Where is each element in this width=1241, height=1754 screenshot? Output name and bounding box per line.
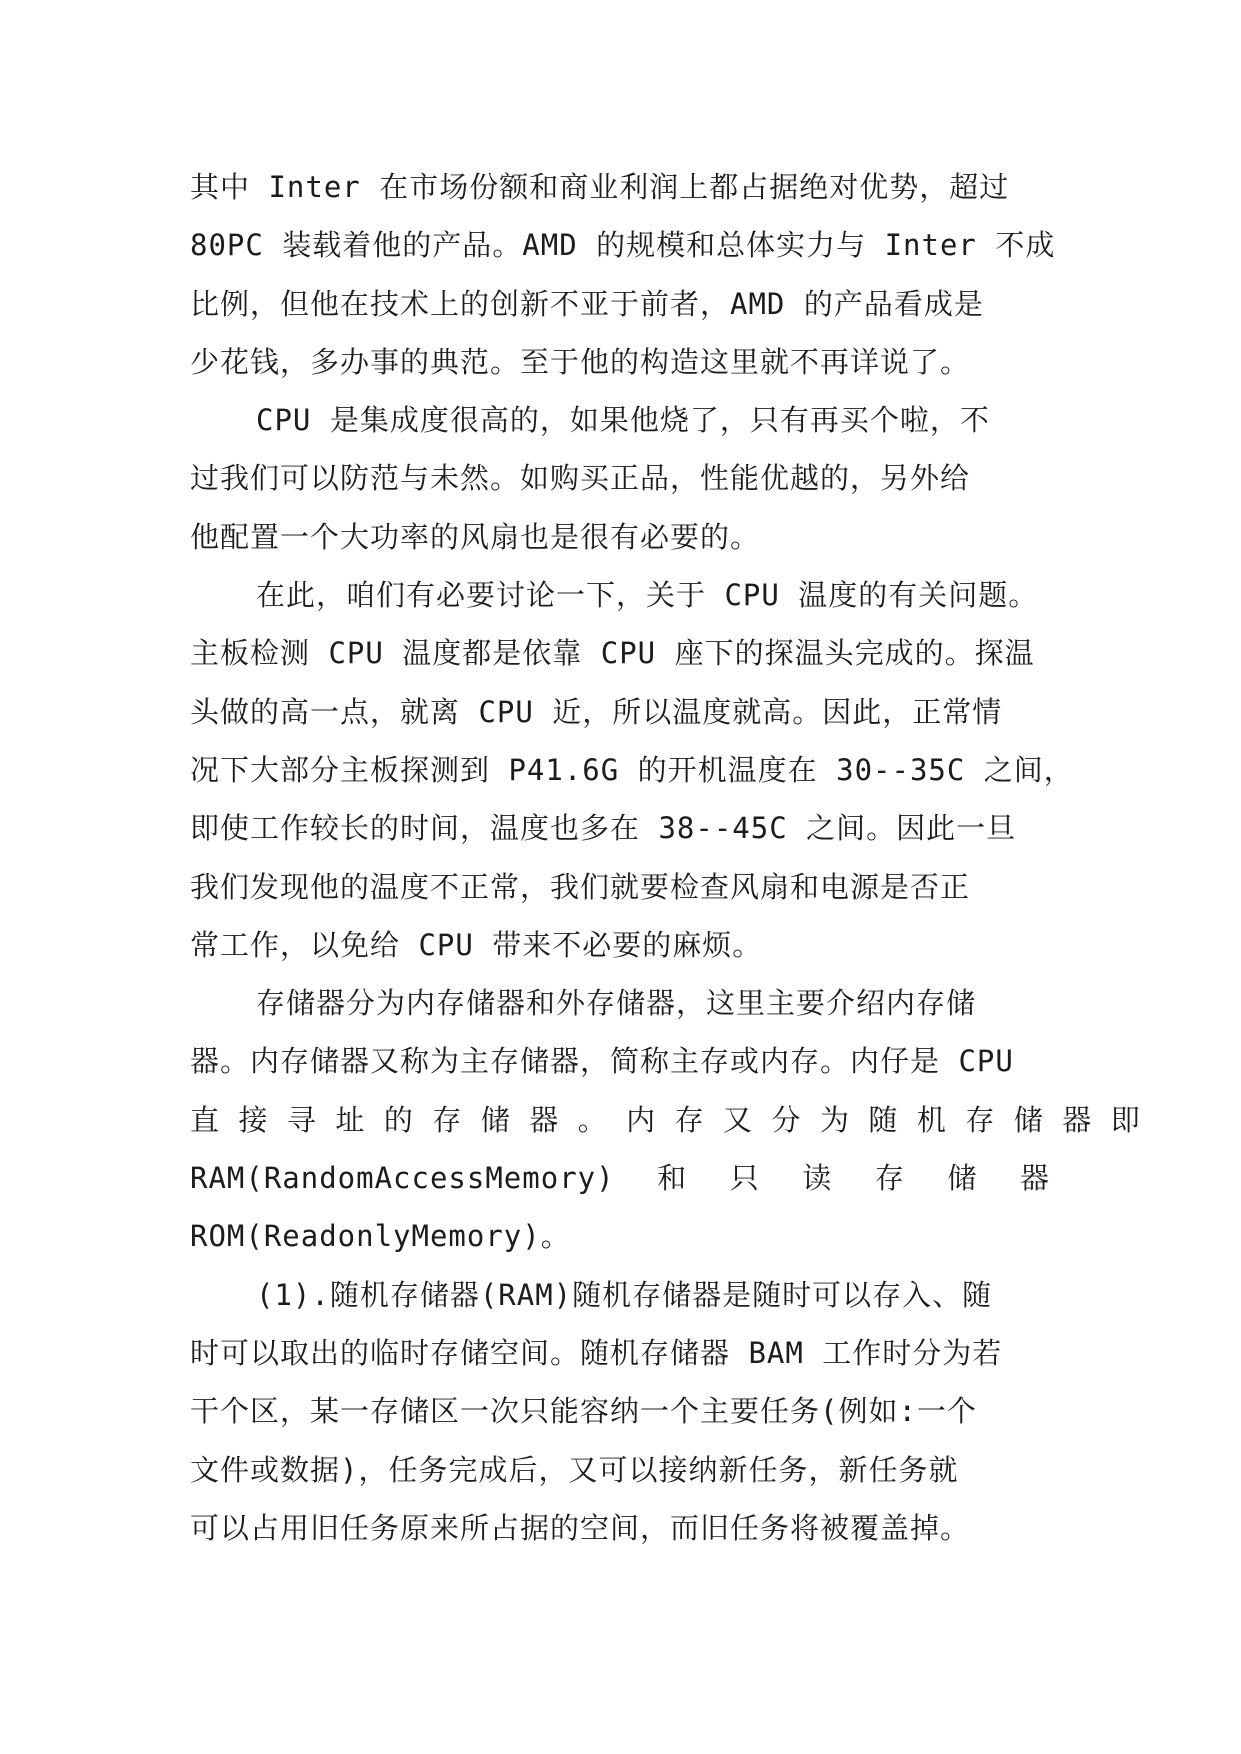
spread-word: 储: [947, 1161, 978, 1196]
text-line: 过我们可以防范与未然。如购买正品，性能优越的，另外给: [190, 461, 971, 496]
text-line: 干个区，某一存储区一次只能容纳一个主要任务(例如:一个: [190, 1394, 977, 1429]
paragraph-start-line: 存储器分为内存储器和外存储器，这里主要介绍内存储: [256, 986, 977, 1021]
spread-word: 只: [729, 1161, 760, 1196]
paragraph-start-line: (1).随机存储器(RAM)随机存储器是随时可以存入、随: [256, 1277, 993, 1312]
spread-text-line: [190, 1149, 1050, 1207]
text-line: 文件或数据)，任务完成后，又可以接纳新任务，新任务就: [190, 1452, 959, 1487]
text-line: 我们发现他的温度不正常，我们就要检查风扇和电源是否正: [190, 869, 971, 904]
text-line: 80PC 装载着他的产品。AMD 的规模和总体实力与 Inter 不成: [190, 228, 1056, 263]
text-line: 时可以取出的临时存储空间。随机存储器 BAM 工作时分为若: [190, 1335, 1003, 1370]
spread-word: 存: [874, 1161, 905, 1196]
text-line: 常工作，以免给 CPU 带来不必要的麻烦。: [190, 927, 763, 962]
text-line: 少花钱，多办事的典范。至于他的构造这里就不再详说了。: [190, 344, 971, 379]
text-line: 即使工作较长的时间，温度也多在 38--45C 之间。因此一旦: [190, 811, 1017, 846]
text-line: 器。内存储器又称为主存储器，简称主存或内存。内仔是 CPU: [190, 1044, 1014, 1079]
paragraph-start-line: CPU 是集成度很高的，如果他烧了，只有再买个啦，不: [256, 403, 990, 438]
text-line: 直 接 寻 址 的 存 储 器 。 内 存 又 分 为 随 机 存 储 器 即: [190, 1102, 1141, 1137]
text-line: 其中 Inter 在市场份额和商业利润上都占据绝对优势，超过: [190, 170, 1010, 204]
text-line: 主板检测 CPU 温度都是依靠 CPU 座下的探温头完成的。探温: [190, 636, 1035, 671]
text-line: 头做的高一点，就离 CPU 近，所以温度就高。因此，正常情: [190, 694, 1003, 729]
paragraph-start-line: 在此，咱们有必要讨论一下，关于 CPU 温度的有关问题。: [256, 578, 1039, 613]
spread-word: 和: [657, 1161, 688, 1196]
text-line: 况下大部分主板探测到 P41.6G 的开机温度在 30--35C 之间，: [190, 752, 1074, 787]
text-line: ROM(ReadonlyMemory)。: [190, 1219, 571, 1254]
text-line: 比例，但他在技术上的创新不亚于前者，AMD 的产品看成是: [190, 286, 984, 321]
spread-word: 器: [1019, 1161, 1050, 1196]
spread-word: 读: [802, 1161, 833, 1196]
text-line: 可以占用旧任务原来所占据的空间，而旧任务将被覆盖掉。: [190, 1510, 971, 1545]
text-line: 他配置一个大功率的风扇也是很有必要的。: [190, 519, 761, 554]
document-body: [190, 158, 1141, 1557]
spread-word: RAM(RandomAccessMemory): [190, 1161, 615, 1196]
